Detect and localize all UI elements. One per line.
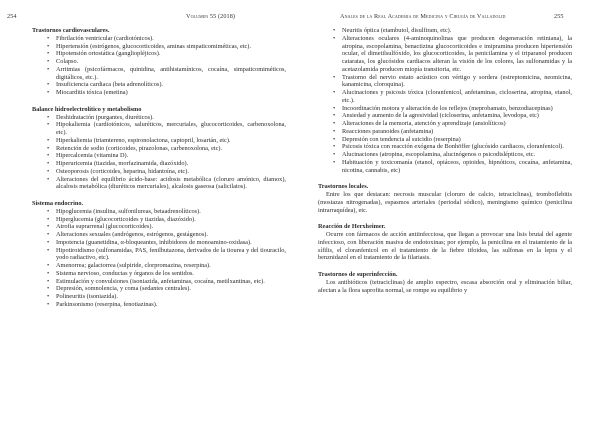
right-running-header: Anales de la Real Academia de Medicina y Cirugía de Valladolid xyxy=(340,13,506,20)
list-item: • Incoordinación motora y alteración de los reflejos (meprobamato, benzodiacepinas) xyxy=(326,105,572,113)
left-running-header: Volumen 55 (2018) xyxy=(186,13,236,20)
list-item: • Alucinaciones y psicosis tóxica (cloranfenicol, anfetaminas, cicloserina, atropina, etanol, etc.). xyxy=(326,89,572,105)
list-item: • Hiperkaliemia (triamtereno, espironolactona, captopril, losartán, etc). xyxy=(32,137,286,145)
list-item: • Reacciones paranoides (anfetamina) xyxy=(326,128,572,136)
list-item: • Alteraciones oculares (4-aminoquinolinas que producen degeneración retiniana), la atropina, escopolamina, benactizina glucocorticoides e imipramina producen hipertensión ocular, el dimetilsulfóxido, los glucocorticoides, la penicilamina y el triparanol producen cataratas, los glucósidos cardiacos alteran la visión de los colores, las sulfonamidas y la acetazolamida producen miopía transitoria, etc. xyxy=(326,35,572,74)
list-item: • Psicosis tóxica con reacción exógena de Bonhöffer (glucósido cardiacos, cloranfenicol). xyxy=(326,143,572,151)
list-item: • Atrofia suprarrenal (glucocorticoides). xyxy=(32,223,286,231)
list-item: • Ansiedad y aumento de la agresividad (cicloserina, anfetamina, levodopa, etc) xyxy=(326,112,572,120)
list-item: • Neuritis óptica (etambutol, disulfiram, etc). xyxy=(326,27,572,35)
list-item: • Alteraciones sexuales (andrógenos, estrógenos, gestágenos). xyxy=(32,231,286,239)
list-item: • Hiperglucemia (glucocorticoides y tiazidas, diazóxido). xyxy=(32,216,286,224)
section-title: Trastornos locales. xyxy=(318,183,369,191)
list-item: • Estimulación y convulsiones (isoniazida, anfetaminas, cocaína, metilxantinas, etc). xyxy=(32,278,286,286)
right-page-number: 255 xyxy=(554,13,564,20)
right-page xyxy=(300,0,600,423)
list-item: • Colapso. xyxy=(32,58,286,66)
left-page-number: 254 xyxy=(7,13,17,20)
section-hydroelectrolytic xyxy=(32,106,286,191)
list-item: • Polineuritis (isoniazida). xyxy=(32,293,286,301)
list-item: • Hipokaliemia (cardiotónicos, saluréticos, mercuriales, glucocorticoides, carbenoxolona, etc). xyxy=(32,121,286,137)
left-body xyxy=(32,27,286,309)
list-item: • Osteoporosis (corticoides, heparina, hidantoína, etc). xyxy=(32,168,286,176)
list-item: • Fibrilación ventricular (cardiotónicos). xyxy=(32,35,286,43)
list-item: • Alteraciones del equilibrio ácido-base: acidosis metabólica (cloruro amónico, diamox), alcalosis metabólica (diuréticos mercuriales), alcalosis gaseosa (salicilatos). xyxy=(32,176,286,192)
list-item: • Hipotensión ortostática (gangliopléjicos). xyxy=(32,50,286,58)
paragraph: Entre los que destacan: necrosis muscular (cloruro de calcio, tetraciclinas), tromboflebitis (mostazas nitrogenadas), espasmos arteriales (periodal sódico), meningismo químico (penicilina intrarraquídea), etc. xyxy=(318,191,572,214)
list-item: • Depresión, somnolencia, y coma (sedantes centrales). xyxy=(32,285,286,293)
list-item: • Miocarditis tóxica (emetina) xyxy=(32,89,286,97)
list-item: • Alucinaciones (atropina, escopolamina, alucinógenos o psicodislépticos, etc. xyxy=(326,151,572,159)
list-item: • Alteraciones de la memoria, atención y aprendizaje (ansiolíticos) xyxy=(326,120,572,128)
list-item: • Hipoglucemia (insulina, sulfonilureas, betaadrenolíticos). xyxy=(32,208,286,216)
list-item: • Hipercalcemia (vitamina D). xyxy=(32,152,286,160)
right-body xyxy=(318,27,572,294)
list-item: • Depresión con tendencia al suicidio (reserpina) xyxy=(326,136,572,144)
item-list xyxy=(318,27,572,174)
list-item: • Impotencia (guanetidina, α-bloqueantes, inhibidores de monoamino-oxidasa). xyxy=(32,239,286,247)
section-endocrine xyxy=(32,200,286,309)
section-title: Sistema endocrino. xyxy=(32,200,84,207)
item-list xyxy=(32,35,286,97)
list-item: • Deshidratación (purgantes, diuréticos). xyxy=(32,114,286,122)
section-local-disorders xyxy=(318,183,572,214)
paragraph: Los antibióticos (tetraciclinas) de amplio espectro, escasa absorción oral y eliminación biliar, afectan a la flora saprofita normal, se rompe su equilibrio y xyxy=(318,278,572,294)
list-item: • Parkinsonismo (reserpina, fenotiazinas). xyxy=(32,301,286,309)
list-item: • Hipertensión (estrógenos, glucocorticoides, aminas simpaticomiméticas, etc). xyxy=(32,43,286,51)
list-item: • Hipotiroidismo (sulfonamidas, PAS, fenilbutazona, derivados de la tiourea y del tiouracilo, yodo radiactivo, etc). xyxy=(32,247,286,263)
section-title: Balance hidroelectrolítico y metabolismo xyxy=(32,105,142,113)
item-list xyxy=(32,114,286,192)
list-item: • Arritmias (psicofármacos, quinidina, antihistamínicos, cocaína, simpaticomiméticos, digitálicos, etc.). xyxy=(32,66,286,82)
section-cardiovascular xyxy=(32,27,286,97)
section-title: Trastornos cardiovasculares. xyxy=(32,27,110,34)
list-item: • Amenorrea; galactorrea (sulpiride, clorpromazina, reserpina). xyxy=(32,262,286,270)
section-superinfection xyxy=(318,271,572,294)
list-item: • Sistema nervioso, conductas y órganos de los sentidos. xyxy=(32,270,286,278)
section-title: Reacción de Herxheimer. xyxy=(318,223,386,231)
list-item: • Insuficiencia cardiaca (beta adrenolíticos). xyxy=(32,81,286,89)
list-item: • Hiperuricemia (tiazidas, morfazinamida, diazóxido). xyxy=(32,160,286,168)
section-title: Trastornos de superinfección. xyxy=(318,271,398,278)
section-herxheimer xyxy=(318,223,572,262)
list-item: • Habituación y toxicomanía (etanol, opiáceos, opioides, hipnóticos, cocaína, anfetamina, nicotina, cannabis, etc) xyxy=(326,159,572,175)
item-list xyxy=(32,208,286,309)
list-item: • Retención de sodio (corticoides, pirazolonas, carbenoxolona, etc). xyxy=(32,145,286,153)
paragraph: Ocurre con fármacos de acción antiinfecciosa, que llegan a provocar una lisis brutal del agente infeccioso, con liberación masiva de endotoxinas; por ejemplo, la penicilina en el tratamiento de la sífilis, el cloranfenicol en el tratamiento de la fiebre tifoidea, las sulfonas en la lepra y el benznidazol en el tratamiento de la filariasis. xyxy=(318,231,572,262)
list-item: • Trastorno del nervio estato acústico con vértigo y sordera (estreptomicina, neomicina, kanamicina, cloroquina). xyxy=(326,74,572,90)
